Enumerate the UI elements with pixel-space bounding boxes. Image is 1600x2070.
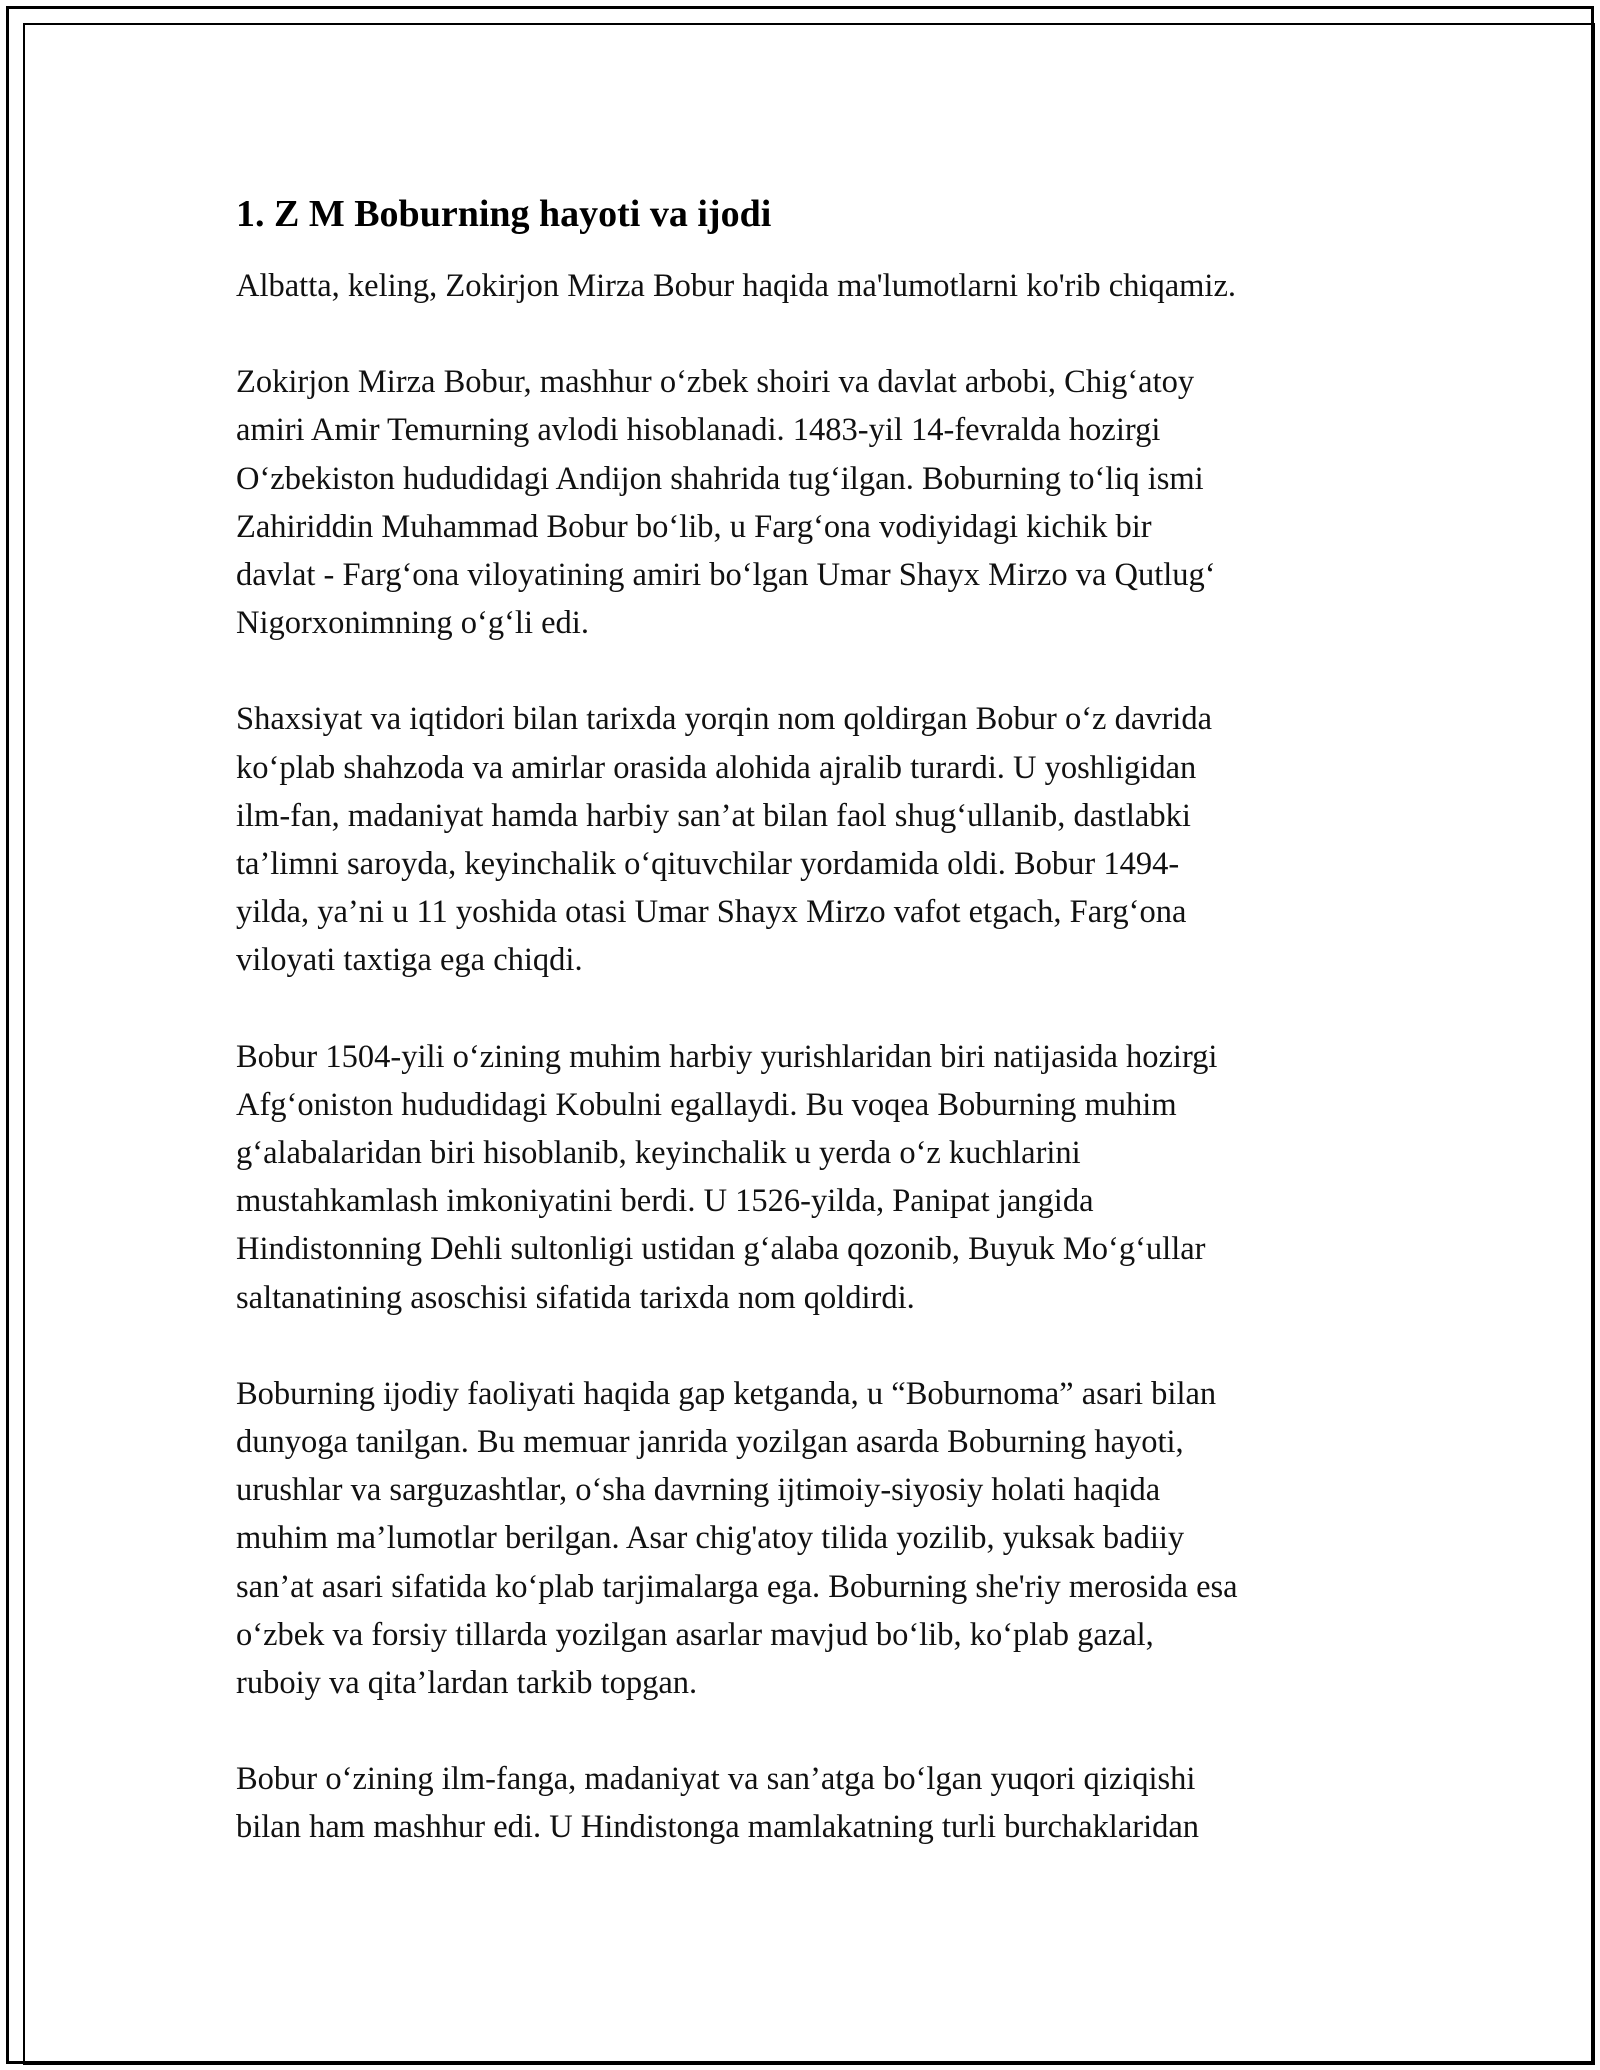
text-line: bilan ham mashhur edi. U Hindistonga mamlakatning turli burchaklaridan <box>236 1809 1200 1846</box>
text-line: Bobur o‘zining ilm-fanga, madaniyat va san’atga bo‘lgan yuqori qiziqishi <box>236 1761 1196 1798</box>
text-line: ta’limni saroyda, keyinchalik o‘qituvchilar yordamida oldi. Bobur 1494- <box>236 846 1180 883</box>
paragraph-birth <box>236 358 1396 647</box>
text-line: Albatta, keling, Zokirjon Mirza Bobur haqida ma'lumotlarni ko'rib chiqamiz. <box>236 268 1237 304</box>
text-line: mustahkamlash imkoniyatini berdi. U 1526-yilda, Panipat jangida <box>236 1183 1094 1220</box>
paragraph-youth <box>236 695 1396 984</box>
text-line: Zokirjon Mirza Bobur, mashhur o‘zbek shoiri va davlat arbobi, Chig‘atoy <box>236 364 1195 401</box>
text-line: san’at asari sifatida ko‘plab tarjimalarga ega. Boburning she'riy merosida esa <box>236 1568 1238 1605</box>
text-line: muhim ma’lumotlar berilgan. Asar chig'atoy tilida yozilib, yuksak badiiy <box>236 1520 1185 1557</box>
text-line: ruboiy va qita’lardan tarkib topgan. <box>236 1665 698 1702</box>
paragraph-intro <box>236 262 1396 310</box>
text-line: ko‘plab shahzoda va amirlar orasida alohida ajralib turardi. U yoshligidan <box>236 749 1197 786</box>
text-line: amiri Amir Temurning avlodi hisoblanadi. 1483-yil 14-fevralda hozirgi <box>236 412 1161 449</box>
paragraph-creative-work <box>236 1370 1396 1707</box>
paragraph-science-interest <box>236 1755 1396 1851</box>
text-line: Afg‘oniston hududidagi Kobulni egallaydi. Bu voqea Boburning muhim <box>236 1086 1177 1123</box>
text-line: Hindistonning Dehli sultonligi ustidan g‘alaba qozonib, Buyuk Mo‘g‘ullar <box>236 1231 1206 1268</box>
text-line: urushlar va sarguzashtlar, o‘sha davrning ijtimoiy-siyosiy holati haqida <box>236 1472 1161 1509</box>
text-line: o‘zbek va forsiy tillarda yozilgan asarlar mavjud bo‘lib, ko‘plab gazal, <box>236 1616 1154 1653</box>
document-title: 1. Z M Boburning hayoti va ijodi <box>236 193 772 235</box>
text-line: saltanatining asoschisi sifatida tarixda nom qoldirdi. <box>236 1279 915 1316</box>
text-line: Nigorxonimning o‘g‘li edi. <box>236 605 589 642</box>
text-line: yilda, ya’ni u 11 yoshida otasi Umar Shayx Mirzo vafot etgach, Farg‘ona <box>236 894 1187 931</box>
text-line: Boburning ijodiy faoliyati haqida gap ketganda, u “Boburnoma” asari bilan <box>236 1375 1217 1412</box>
text-line: Zahiriddin Muhammad Bobur bo‘lib, u Farg‘ona vodiyidagi kichik bir <box>236 508 1152 545</box>
text-line: viloyati taxtiga ega chiqdi. <box>236 942 583 979</box>
text-line: g‘alabalaridan biri hisoblanib, keyinchalik u yerda o‘z kuchlarini <box>236 1135 1081 1172</box>
text-line: Shaxsiyat va iqtidori bilan tarixda yorqin nom qoldirgan Bobur o‘z davrida <box>236 701 1213 738</box>
document-body <box>236 186 1396 1900</box>
text-line: ilm-fan, madaniyat hamda harbiy san’at bilan faol shug‘ullanib, dastlabki <box>236 797 1191 834</box>
paragraph-campaigns <box>236 1033 1396 1322</box>
text-line: davlat - Farg‘ona viloyatining amiri bo‘lgan Umar Shayx Mirzo va Qutlug‘ <box>236 557 1216 594</box>
text-line: dunyoga tanilgan. Bu memuar janrida yozilgan asarda Boburning hayoti, <box>236 1424 1184 1461</box>
text-line: O‘zbekiston hududidagi Andijon shahrida tug‘ilgan. Boburning to‘liq ismi <box>236 460 1204 497</box>
text-line: Bobur 1504-yili o‘zining muhim harbiy yurishlaridan biri natijasida hozirgi <box>236 1038 1218 1075</box>
